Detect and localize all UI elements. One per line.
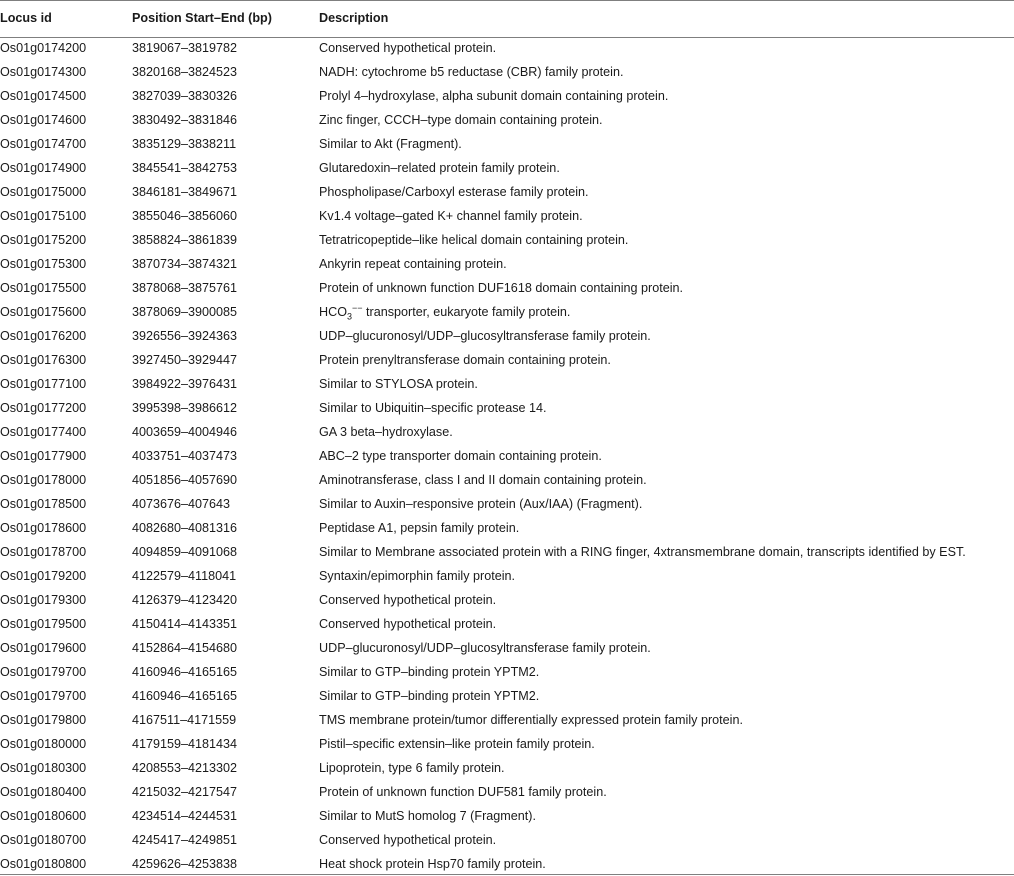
cell-locus-id: Os01g0174600 — [0, 113, 87, 127]
table-body — [0, 36, 1014, 876]
table-row — [0, 180, 1014, 204]
cell-description: TMS membrane protein/tumor differentially expressed protein family protein. — [319, 713, 743, 727]
table-row — [0, 324, 1014, 348]
cell-description: NADH: cytochrome b5 reductase (CBR) family protein. — [319, 65, 624, 79]
table-row — [0, 372, 1014, 396]
cell-description: Similar to Ubiquitin–specific protease 14. — [319, 401, 547, 415]
cell-description: Conserved hypothetical protein. — [319, 593, 497, 607]
table-row — [0, 132, 1014, 156]
cell-locus-id: Os01g0178600 — [0, 521, 87, 535]
cell-locus-id: Os01g0179500 — [0, 617, 87, 631]
cell-position: 4152864–4154680 — [132, 641, 238, 655]
table-row — [0, 756, 1014, 780]
cell-position: 4215032–4217547 — [132, 785, 238, 799]
cell-description: Protein prenyltransferase domain containing protein. — [319, 353, 611, 367]
cell-position: 4073676–407643 — [132, 497, 231, 511]
cell-description: Conserved hypothetical protein. — [319, 833, 497, 847]
cell-locus-id: Os01g0175200 — [0, 233, 87, 247]
cell-locus-id: Os01g0177900 — [0, 449, 87, 463]
cell-description: Conserved hypothetical protein. — [319, 41, 497, 55]
cell-position: 4208553–4213302 — [132, 761, 238, 775]
cell-position: 4051856–4057690 — [132, 473, 238, 487]
cell-position: 4082680–4081316 — [132, 521, 238, 535]
cell-position: 4259626–4253838 — [132, 857, 238, 871]
cell-description: Similar to MutS homolog 7 (Fragment). — [319, 809, 536, 823]
cell-locus-id: Os01g0174700 — [0, 137, 87, 151]
cell-position: 4234514–4244531 — [132, 809, 238, 823]
table-row — [0, 60, 1014, 84]
table-row — [0, 348, 1014, 372]
cell-position: 3820168–3824523 — [132, 65, 238, 79]
cell-description: Similar to STYLOSA protein. — [319, 377, 478, 391]
table-row — [0, 588, 1014, 612]
cell-description: Phospholipase/Carboxyl esterase family protein. — [319, 185, 589, 199]
cell-locus-id: Os01g0176300 — [0, 353, 87, 367]
cell-position: 3855046–3856060 — [132, 209, 238, 223]
table-row — [0, 804, 1014, 828]
cell-description: GA 3 beta–hydroxylase. — [319, 425, 453, 439]
cell-position: 4150414–4143351 — [132, 617, 238, 631]
cell-locus-id: Os01g0179700 — [0, 689, 87, 703]
cell-description: Heat shock protein Hsp70 family protein. — [319, 857, 546, 871]
cell-position: 4033751–4037473 — [132, 449, 238, 463]
cell-position: 4179159–4181434 — [132, 737, 238, 751]
cell-locus-id: Os01g0180600 — [0, 809, 87, 823]
table-row — [0, 204, 1014, 228]
table-row — [0, 780, 1014, 804]
cell-locus-id: Os01g0175000 — [0, 185, 87, 199]
table-row — [0, 708, 1014, 732]
cell-description: Prolyl 4–hydroxylase, alpha subunit domain containing protein. — [319, 89, 669, 103]
cell-position: 3835129–3838211 — [132, 137, 237, 151]
cell-description: Similar to Auxin–responsive protein (Aux/IAA) (Fragment). — [319, 497, 643, 511]
table-row — [0, 684, 1014, 708]
cell-description: Aminotransferase, class I and II domain containing protein. — [319, 473, 647, 487]
cell-locus-id: Os01g0179600 — [0, 641, 87, 655]
cell-description: Similar to Membrane associated protein with a RING finger, 4xtransmembrane domain, transcripts identified by EST. — [319, 545, 966, 559]
cell-locus-id: Os01g0179700 — [0, 665, 87, 679]
cell-position: 3995398–3986612 — [132, 401, 238, 415]
cell-locus-id: Os01g0175500 — [0, 281, 87, 295]
cell-locus-id: Os01g0174300 — [0, 65, 87, 79]
table-row — [0, 564, 1014, 588]
cell-description: Lipoprotein, type 6 family protein. — [319, 761, 505, 775]
table-row — [0, 612, 1014, 636]
cell-position: 3984922–3976431 — [132, 377, 238, 391]
table-row — [0, 828, 1014, 852]
cell-position: 3927450–3929447 — [132, 353, 238, 367]
table-row — [0, 156, 1014, 180]
cell-description: Similar to GTP–binding protein YPTM2. — [319, 665, 540, 679]
cell-description: Conserved hypothetical protein. — [319, 617, 497, 631]
cell-locus-id: Os01g0175300 — [0, 257, 87, 271]
cell-description: Pistil–specific extensin–like protein family protein. — [319, 737, 595, 751]
cell-description: Similar to GTP–binding protein YPTM2. — [319, 689, 540, 703]
top-rule — [0, 0, 1014, 1]
cell-description: Protein of unknown function DUF1618 domain containing protein. — [319, 281, 684, 295]
bottom-rule — [0, 874, 1014, 875]
table-row — [0, 732, 1014, 756]
cell-description: Tetratricopeptide–like helical domain containing protein. — [319, 233, 629, 247]
table-row — [0, 492, 1014, 516]
cell-locus-id: Os01g0177100 — [0, 377, 87, 391]
cell-position: 3870734–3874321 — [132, 257, 238, 271]
cell-locus-id: Os01g0174900 — [0, 161, 87, 175]
table-row — [0, 636, 1014, 660]
header-description: Description — [319, 11, 389, 25]
cell-description: Zinc finger, CCCH–type domain containing protein. — [319, 113, 603, 127]
cell-description: ABC–2 type transporter domain containing protein. — [319, 449, 602, 463]
cell-locus-id: Os01g0177400 — [0, 425, 87, 439]
table-row — [0, 252, 1014, 276]
cell-description: UDP–glucuronosyl/UDP–glucosyltransferase family protein. — [319, 641, 651, 655]
cell-description: UDP–glucuronosyl/UDP–glucosyltransferase family protein. — [319, 329, 651, 343]
cell-locus-id: Os01g0174500 — [0, 89, 87, 103]
cell-position: 3926556–3924363 — [132, 329, 238, 343]
table-row — [0, 396, 1014, 420]
cell-locus-id: Os01g0179200 — [0, 569, 87, 583]
cell-locus-id: Os01g0176200 — [0, 329, 87, 343]
header-position: Position Start–End (bp) — [132, 11, 272, 25]
table-row — [0, 852, 1014, 876]
cell-locus-id: Os01g0178000 — [0, 473, 87, 487]
cell-locus-id: Os01g0180800 — [0, 857, 87, 871]
cell-position: 3827039–3830326 — [132, 89, 238, 103]
cell-locus-id: Os01g0177200 — [0, 401, 87, 415]
table-row — [0, 540, 1014, 564]
header-locus-id: Locus id — [0, 11, 52, 25]
table-row — [0, 36, 1014, 60]
cell-locus-id: Os01g0175600 — [0, 305, 87, 319]
header-rule — [0, 37, 1014, 38]
table-row — [0, 276, 1014, 300]
cell-locus-id: Os01g0180000 — [0, 737, 87, 751]
cell-locus-id: Os01g0178500 — [0, 497, 87, 511]
header-row — [0, 0, 1014, 36]
cell-description: Peptidase A1, pepsin family protein. — [319, 521, 520, 535]
cell-position: 3830492–3831846 — [132, 113, 238, 127]
cell-position: 3845541–3842753 — [132, 161, 238, 175]
cell-position: 4160946–4165165 — [132, 689, 238, 703]
cell-position: 3878068–3875761 — [132, 281, 238, 295]
table-header — [0, 0, 1014, 36]
table-row — [0, 300, 1014, 324]
cell-description: Syntaxin/epimorphin family protein. — [319, 569, 515, 583]
cell-locus-id: Os01g0180400 — [0, 785, 87, 799]
table-row — [0, 84, 1014, 108]
table-row — [0, 108, 1014, 132]
cell-position: 3846181–3849671 — [132, 185, 238, 199]
table-row — [0, 660, 1014, 684]
cell-description: Protein of unknown function DUF581 family protein. — [319, 785, 607, 799]
cell-position: 4160946–4165165 — [132, 665, 238, 679]
cell-position: 4167511–4171559 — [132, 713, 237, 727]
cell-position: 3858824–3861839 — [132, 233, 238, 247]
cell-description: Glutaredoxin–related protein family protein. — [319, 161, 560, 175]
cell-description: Kv1.4 voltage–gated K+ channel family protein. — [319, 209, 583, 223]
table-row — [0, 516, 1014, 540]
cell-position: 4003659–4004946 — [132, 425, 238, 439]
table-row — [0, 420, 1014, 444]
cell-description: Ankyrin repeat containing protein. — [319, 257, 507, 271]
cell-position: 4126379–4123420 — [132, 593, 238, 607]
cell-position: 3819067–3819782 — [132, 41, 238, 55]
table-row — [0, 468, 1014, 492]
cell-description: Similar to Akt (Fragment). — [319, 137, 462, 151]
cell-description: $HCO_3^{--}$ transporter, eukaryote family protein. — [319, 302, 571, 322]
table-row — [0, 444, 1014, 468]
cell-locus-id: Os01g0179300 — [0, 593, 87, 607]
cell-locus-id: Os01g0180300 — [0, 761, 87, 775]
cell-locus-id: Os01g0180700 — [0, 833, 87, 847]
cell-locus-id: Os01g0179800 — [0, 713, 87, 727]
cell-locus-id: Os01g0178700 — [0, 545, 87, 559]
cell-position: 3878069–3900085 — [132, 305, 238, 319]
cell-position: 4245417–4249851 — [132, 833, 238, 847]
cell-locus-id: Os01g0174200 — [0, 41, 87, 55]
cell-position: 4094859–4091068 — [132, 545, 238, 559]
cell-locus-id: Os01g0175100 — [0, 209, 87, 223]
cell-position: 4122579–4118041 — [132, 569, 237, 583]
table-row — [0, 228, 1014, 252]
